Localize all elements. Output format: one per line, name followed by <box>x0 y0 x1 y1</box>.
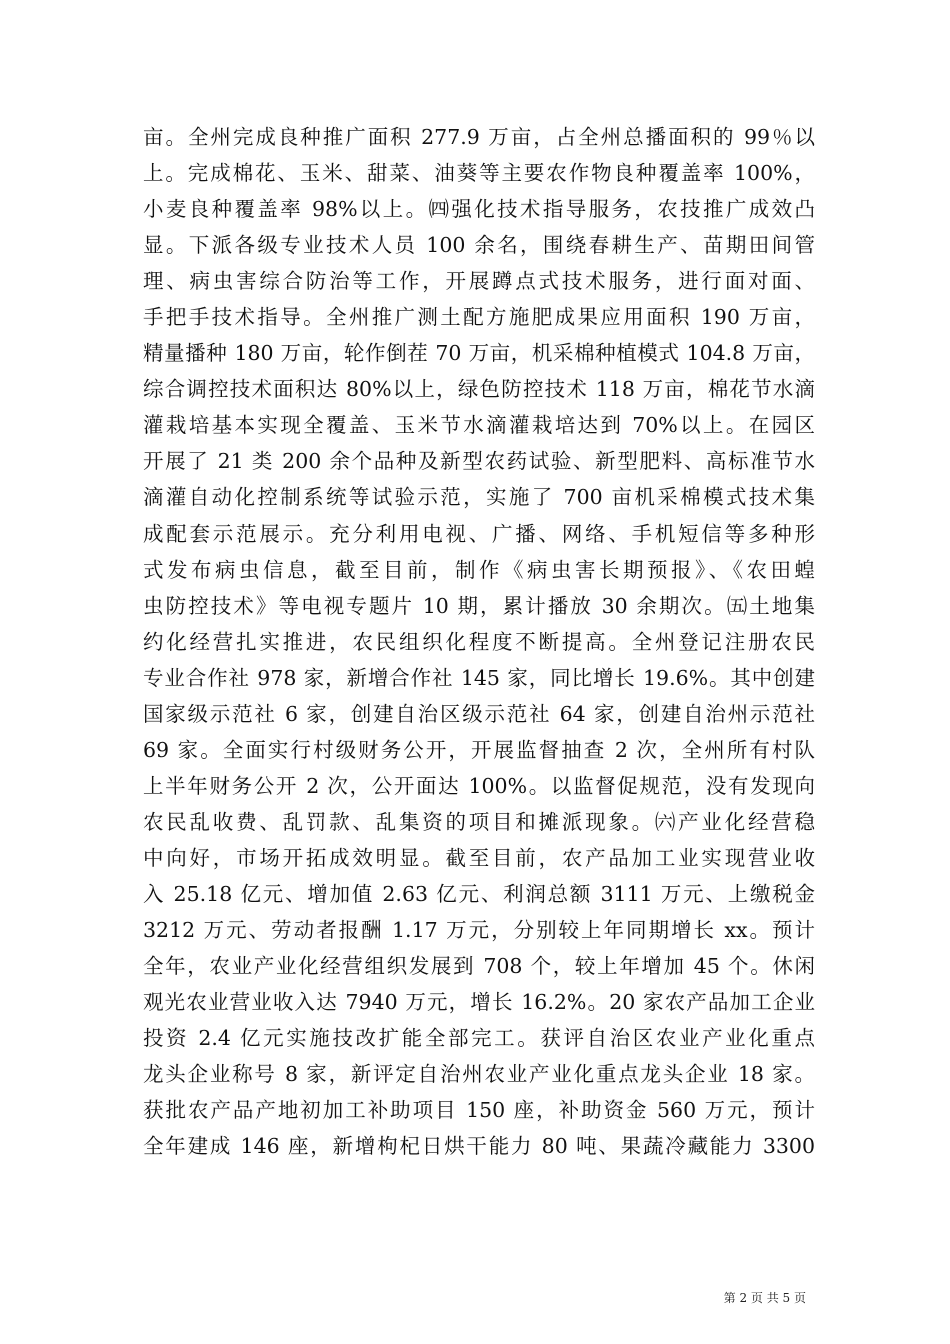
text-line: 入 25.18 亿元、增加值 2.63 亿元、利润总额 3111 万元、上缴税金 <box>143 881 815 906</box>
text-line: 中向好，市场开拓成效明显。截至目前，农产品加工业实现营业收 <box>143 845 815 870</box>
text-line: 全年，农业产业化经营组织发展到 708 个，较上年增加 45 个。休闲 <box>143 954 815 979</box>
text-line: 国家级示范社 6 家，创建自治区级示范社 64 家，创建自治州示范社 <box>143 701 815 726</box>
text-line: 手把手技术指导。全州推广测土配方施肥成果应用面积 190 万亩， <box>143 305 815 330</box>
text-line: 滴灌自动化控制系统等试验示范，实施了 700 亩机采棉模式技术集 <box>143 485 815 510</box>
text-line: 投资 2.4 亿元实施技改扩能全部完工。获评自治区农业产业化重点 <box>143 1026 815 1051</box>
text-line: 成配套示范展示。充分利用电视、广播、网络、手机短信等多种形 <box>143 521 815 546</box>
text-line: 显。下派各级专业技术人员 100 余名，围绕春耕生产、苗期田间管 <box>143 233 815 258</box>
text-line: 虫防控技术》等电视专题片 10 期，累计播放 30 余期次。㈤土地集 <box>143 593 815 618</box>
text-line: 约化经营扎实推进，农民组织化程度不断提高。全州登记注册农民 <box>143 629 815 654</box>
text-line: 专业合作社 978 家，新增合作社 145 家，同比增长 19.6%。其中创建 <box>143 665 815 690</box>
text-line: 上半年财务公开 2 次，公开面达 100%。以监督促规范，没有发现向 <box>143 773 815 798</box>
text-line: 69 家。全面实行村级财务公开，开展监督抽查 2 次，全州所有村队 <box>143 737 815 762</box>
text-line: 小麦良种覆盖率 98%以上。㈣强化技术指导服务，农技推广成效凸 <box>143 197 815 222</box>
text-line: 精量播种 180 万亩，轮作倒茬 70 万亩，机采棉种植模式 104.8 万亩， <box>143 341 815 366</box>
text-line: 开展了 21 类 200 余个品种及新型农药试验、新型肥料、高标准节水 <box>143 449 815 474</box>
text-line: 式发布病虫信息，截至目前，制作《病虫害长期预报》、《农田蝗 <box>143 557 815 582</box>
text-line: 亩。全州完成良种推广面积 277.9 万亩，占全州总播面积的 99％以 <box>143 125 815 149</box>
body-paragraph <box>143 119 815 1164</box>
text-line: 灌栽培基本实现全覆盖、玉米节水滴灌栽培达到 70%以上。在园区 <box>143 413 815 438</box>
text-line: 龙头企业称号 8 家，新评定自治州农业产业化重点龙头企业 18 家。 <box>143 1062 815 1087</box>
page-number-footer: 第 2 页 共 5 页 <box>723 1291 806 1305</box>
text-line: 观光农业营业收入达 7940 万元，增长 16.2%。20 家农产品加工企业 <box>143 990 815 1015</box>
text-line: 综合调控技术面积达 80%以上，绿色防控技术 118 万亩，棉花节水滴 <box>143 377 815 402</box>
text-line: 获批农产品产地初加工补助项目 150 座，补助资金 560 万元，预计 <box>143 1098 815 1123</box>
text-line: 上。完成棉花、玉米、甜菜、油葵等主要农作物良种覆盖率 100%， <box>143 161 815 186</box>
text-line: 农民乱收费、乱罚款、乱集资的项目和摊派现象。㈥产业化经营稳 <box>143 809 815 834</box>
text-line: 理、病虫害综合防治等工作，开展蹲点式技术服务，进行面对面、 <box>143 269 815 294</box>
text-line: 全年建成 146 座，新增枸杞日烘干能力 80 吨、果蔬冷藏能力 3300 <box>143 1134 815 1159</box>
text-line: 3212 万元、劳动者报酬 1.17 万元，分别较上年同期增长 xx。预计 <box>143 918 815 943</box>
